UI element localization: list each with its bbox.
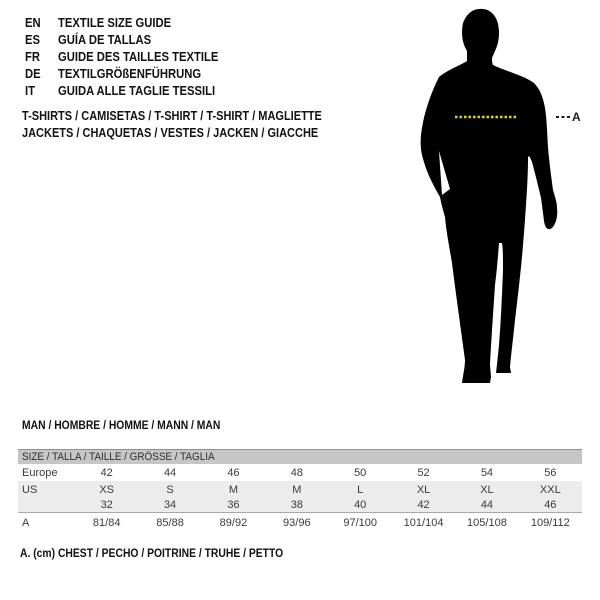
language-label: GUIDE DES TAILLES TEXTILE — [58, 49, 219, 64]
row-label: A — [18, 513, 75, 533]
table-cell: 52 — [392, 464, 455, 481]
section-title-man: MAN / HOMBRE / HOMME / MANN / MAN — [22, 420, 221, 432]
table-cell: S — [138, 481, 201, 498]
language-label: TEXTILE SIZE GUIDE — [58, 15, 172, 30]
language-code: IT — [25, 83, 35, 98]
table-cell: 44 — [138, 464, 201, 481]
table-cell: 89/92 — [202, 513, 265, 533]
language-code: DE — [25, 66, 41, 81]
table-cell: M — [265, 481, 328, 498]
table-cell: 40 — [329, 498, 392, 513]
language-code: EN — [25, 15, 41, 30]
measurement-footnote: A. (cm) CHEST / PECHO / POITRINE / TRUHE / PETTO — [20, 548, 284, 560]
man-silhouette-path — [421, 9, 558, 383]
language-label: TEXTILGRÖßENFÜHRUNG — [58, 66, 202, 81]
table-cell: 109/112 — [519, 513, 582, 533]
language-code: ES — [25, 32, 41, 47]
language-code: FR — [25, 49, 41, 64]
table-cell: 32 — [75, 498, 138, 513]
table-row-us-numbers — [18, 498, 582, 513]
table-cell: 46 — [202, 464, 265, 481]
table-cell: L — [329, 481, 392, 498]
table-cell: 101/104 — [392, 513, 455, 533]
language-label: GUIDA ALLE TAGLIE TESSILI — [58, 83, 216, 98]
table-cell: 42 — [392, 498, 455, 513]
size-table — [18, 449, 582, 532]
table-cell: 42 — [75, 464, 138, 481]
category-lines — [22, 107, 363, 141]
language-row-de — [25, 65, 236, 82]
table-cell: 105/108 — [455, 513, 518, 533]
table-cell: M — [202, 481, 265, 498]
language-label: GUÍA DE TALLAS — [58, 32, 152, 47]
table-cell: 50 — [329, 464, 392, 481]
table-cell: 56 — [519, 464, 582, 481]
table-cell: 36 — [202, 498, 265, 513]
language-list — [25, 14, 236, 99]
table-cell: 34 — [138, 498, 201, 513]
size-table-header: SIZE / TALLA / TAILLE / GRÖSSE / TAGLIA — [18, 450, 582, 465]
language-row-es — [25, 31, 236, 48]
table-cell: XL — [455, 481, 518, 498]
language-row-en — [25, 14, 236, 31]
size-table-header-row — [18, 450, 582, 465]
table-row-us-letters — [18, 481, 582, 498]
row-label — [18, 498, 75, 513]
table-cell: 48 — [265, 464, 328, 481]
table-row-europe — [18, 464, 582, 481]
language-row-it — [25, 82, 236, 99]
table-cell: 97/100 — [329, 513, 392, 533]
table-cell: 93/96 — [265, 513, 328, 533]
category-line-tshirts: T-SHIRTS / CAMISETAS / T-SHIRT / T-SHIRT / MAGLIETTE — [22, 108, 322, 123]
category-line-jackets: JACKETS / CHAQUETAS / VESTES / JACKEN / GIACCHE — [22, 125, 319, 140]
table-cell: 38 — [265, 498, 328, 513]
man-silhouette — [415, 5, 585, 393]
table-cell: 54 — [455, 464, 518, 481]
table-cell: XXL — [519, 481, 582, 498]
table-cell: XL — [392, 481, 455, 498]
table-cell: 46 — [519, 498, 582, 513]
table-cell: XS — [75, 481, 138, 498]
table-cell: 81/84 — [75, 513, 138, 533]
measure-label-a: A — [572, 110, 581, 124]
language-row-fr — [25, 48, 236, 65]
row-label: Europe — [18, 464, 75, 481]
table-cell: 85/88 — [138, 513, 201, 533]
table-cell: 44 — [455, 498, 518, 513]
row-label: US — [18, 481, 75, 498]
table-row-chest-cm — [18, 513, 582, 533]
